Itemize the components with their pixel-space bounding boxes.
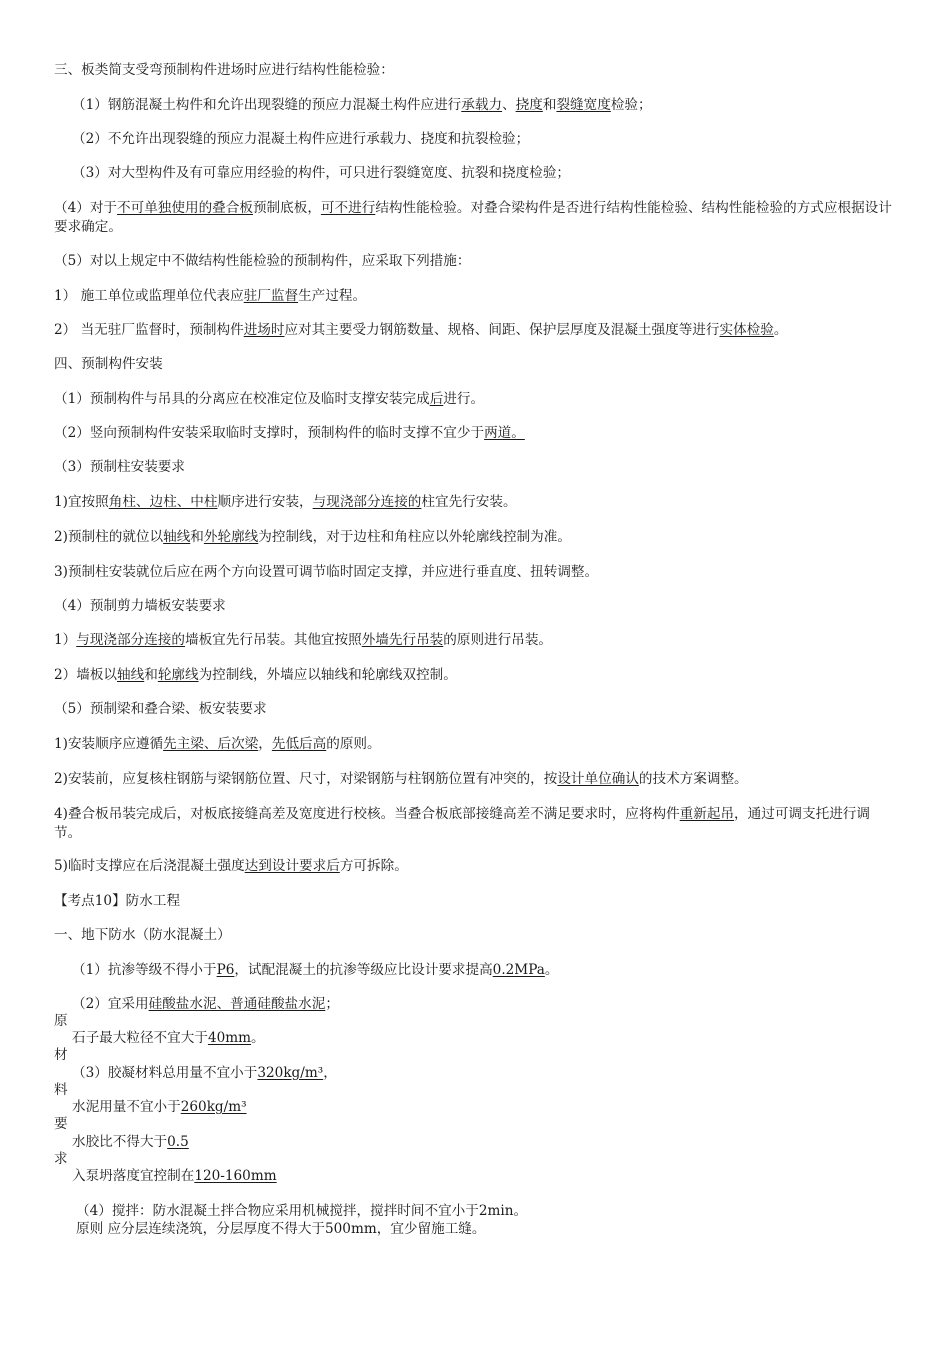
underlined-term: 后: [429, 391, 444, 407]
paragraph: 水泥用量不宜小于260kg/m³: [72, 1099, 247, 1115]
paragraph: 石子最大粒径不宜大于40mm。: [72, 1030, 265, 1046]
underlined-term: 先低后高: [271, 736, 327, 752]
paragraph: 5)临时支撑应在后浇混凝土强度达到设计要求后方可拆除。: [54, 858, 408, 874]
underlined-term: 裂缝宽度: [556, 97, 611, 113]
underlined-term: 驻厂监督: [243, 288, 299, 304]
underlined-term: 0.2MPa: [492, 962, 545, 978]
underlined-term: 硅酸盐水泥、普通硅酸盐水泥: [148, 996, 326, 1012]
paragraph: （5）对以上规定中不做结构性能检验的预制构件，应采取下列措施：: [54, 253, 471, 269]
paragraph: （1）抗渗等级不得小于P6，试配混凝土的抗渗等级应比设计要求提高0.2MPa。: [72, 962, 559, 978]
paragraph: （4）搅拌：防水混凝土拌合物应采用机械搅拌，搅拌时间不宜小于2min。: [76, 1203, 528, 1219]
paragraph: 4)叠合板吊装完成后，对板底接缝高差及宽度进行校核。当叠合板底部接缝高差不满足要求时，应将构件重新起吊，通过可调支托进行调节。: [54, 806, 870, 841]
underlined-term: 实体检验: [719, 322, 774, 338]
underlined-term: 设计单位确认: [557, 771, 639, 787]
underlined-term: 进场时: [243, 322, 285, 338]
underlined-term: 40mm: [207, 1030, 252, 1046]
subsection-heading: （5）预制梁和叠合梁、板安装要求: [54, 701, 267, 717]
underlined-term: 先主梁、后次梁: [163, 736, 259, 752]
underlined-term: 外轮廓线: [203, 529, 259, 545]
side-label-char: 要: [54, 1116, 68, 1132]
underlined-term: 挠度: [515, 97, 543, 113]
underlined-term: 轴线: [117, 667, 145, 683]
paragraph: 入泵坍落度宜控制在120-160mm: [72, 1168, 277, 1184]
paragraph: 2)预制柱的就位以轴线和外轮廓线为控制线，对于边柱和角柱应以外轮廓线控制为准。: [54, 529, 571, 545]
underlined-term: 角柱、边柱、中柱: [108, 494, 218, 510]
paragraph: （1）预制构件与吊具的分离应在校准定位及临时支撑安装完成后进行。: [54, 391, 485, 407]
underlined-term: 120-160mm: [194, 1168, 277, 1184]
side-label-char: 材: [54, 1047, 68, 1063]
paragraph: 1）与现浇部分连接的墙板宜先行吊装。其他宜按照外墙先行吊装的原则进行吊装。: [54, 632, 553, 648]
underlined-term: 重新起吊: [679, 806, 735, 822]
underlined-term: 与现浇部分连接的: [76, 632, 185, 648]
paragraph: 2）墙板以轴线和轮廓线为控制线，外墙应以轴线和轮廓线双控制。: [54, 667, 457, 683]
underlined-term: 260kg/m³: [180, 1099, 247, 1115]
paragraph: （2）竖向预制构件安装采取临时支撑时，预制构件的临时支撑不宜少于两道。: [54, 425, 525, 441]
paragraph: 1)安装顺序应遵循先主梁、后次梁，先低后高的原则。: [54, 736, 381, 752]
section-heading: 四、预制构件安装: [54, 356, 163, 372]
paragraph: （3）胶凝材料总用量不宜小于320kg/m³，: [72, 1065, 337, 1081]
paragraph: 3)预制柱安装就位后应在两个方向设置可调节临时固定支撑，并应进行垂直度、扭转调整。: [54, 564, 599, 580]
underlined-term: 可不进行: [320, 200, 376, 216]
paragraph: （2）宜采用硅酸盐水泥、普通硅酸盐水泥；: [72, 996, 339, 1012]
underlined-term: 与现浇部分连接的: [312, 494, 422, 510]
paragraph: （2）不允许出现裂缝的预应力混凝土构件应进行承载力、挠度和抗裂检验；: [72, 131, 530, 147]
underlined-term: 轮廓线: [157, 667, 199, 683]
underlined-term: P6: [216, 962, 235, 978]
subsection-heading: （3）预制柱安装要求: [54, 459, 185, 475]
underlined-term: 外墙先行吊装: [361, 632, 444, 648]
paragraph: 1)宜按照角柱、边柱、中柱顺序进行安装，与现浇部分连接的柱宜先行安装。: [54, 494, 517, 510]
side-label-char: 料: [54, 1082, 68, 1098]
underlined-term: 0.5: [167, 1134, 189, 1150]
side-label-char: 原: [54, 1013, 68, 1029]
paragraph: 2)安装前，应复核柱钢筋与梁钢筋位置、尺寸，对梁钢筋与柱钢筋位置有冲突的，按设计单位确认的技术方案调整。: [54, 771, 748, 787]
paragraph: 原则 应分层连续浇筑，分层厚度不得大于500mm，宜少留施工缝。: [76, 1221, 486, 1237]
underlined-term: 两道。: [484, 425, 525, 441]
underlined-term: 达到设计要求后: [244, 858, 340, 874]
paragraph: 1） 施工单位或监理单位代表应驻厂监督生产过程。: [54, 288, 367, 304]
subsection-heading: （4）预制剪力墙板安装要求: [54, 598, 226, 614]
paragraph: （1）钢筋混凝土构件和允许出现裂缝的预应力混凝土构件应进行承载力、挠度和裂缝宽度检验；: [72, 97, 652, 113]
paragraph: （3）对大型构件及有可靠应用经验的构件，可只进行裂缝宽度、抗裂和挠度检验；: [72, 165, 571, 181]
paragraph: 2） 当无驻厂监督时，预制构件进场时应对其主要受力钢筋数量、规格、间距、保护层厚度及混凝土强度等进行实体检验。: [54, 322, 788, 338]
paragraph: （4）对于不可单独使用的叠合板预制底板，可不进行结构性能检验。对叠合梁构件是否进行结构性能检验、结构性能检验的方式应根据设计要求确定。: [54, 200, 892, 235]
section-heading: 一、地下防水（防水混凝土）: [54, 927, 231, 943]
section-heading: 三、板类简支受弯预制构件进场时应进行结构性能检验：: [54, 62, 394, 78]
topic-heading: 【考点10】防水工程: [54, 893, 181, 909]
underlined-term: 不可单独使用的叠合板: [117, 200, 253, 216]
paragraph: 水胶比不得大于0.5: [72, 1134, 189, 1150]
underlined-term: 320kg/m³: [257, 1065, 324, 1081]
underlined-term: 承载力: [461, 97, 503, 113]
side-label-char: 求: [54, 1151, 68, 1167]
underlined-term: 轴线: [163, 529, 191, 545]
